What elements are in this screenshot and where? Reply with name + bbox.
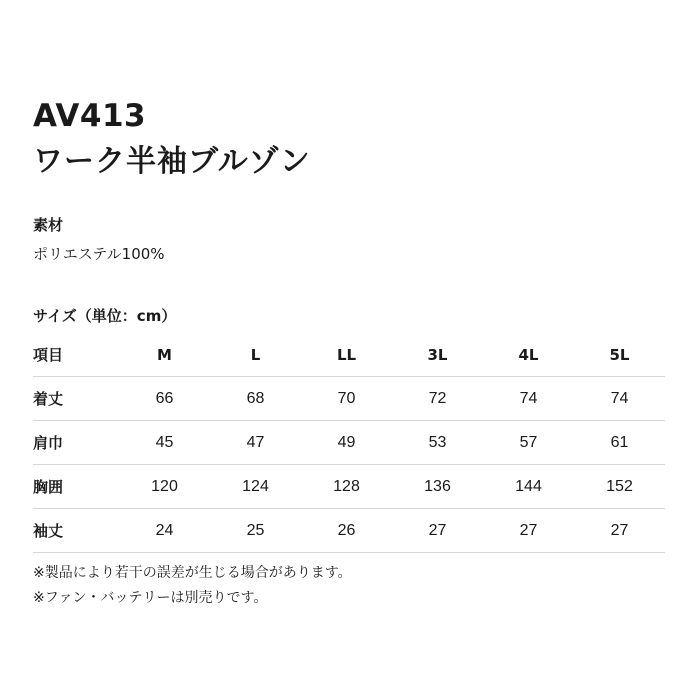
table-cell: 120 (119, 465, 210, 509)
table-cell: 47 (210, 421, 301, 465)
table-cell: 45 (119, 421, 210, 465)
table-cell: 61 (574, 421, 665, 465)
row-label-length: 着丈 (33, 377, 119, 421)
size-chart-header-row (33, 333, 665, 377)
table-cell: 25 (210, 509, 301, 553)
table-cell: 27 (574, 509, 665, 553)
table-cell: 49 (301, 421, 392, 465)
table-cell: 26 (301, 509, 392, 553)
table-cell: 57 (483, 421, 574, 465)
size-header-l: L (210, 333, 301, 377)
note-measurement-tolerance: ※製品により若干の誤差が生じる場合があります。 (33, 565, 352, 581)
size-chart-table (33, 333, 665, 553)
table-cell: 124 (210, 465, 301, 509)
size-header-5l: 5L (574, 333, 665, 377)
table-cell: 74 (483, 377, 574, 421)
material-heading: 素材 (33, 216, 64, 234)
size-header-ll: LL (301, 333, 392, 377)
product-model-number: AV413 (33, 98, 147, 134)
row-label-shoulder: 肩巾 (33, 421, 119, 465)
material-value: ポリエステル100% (33, 245, 165, 263)
table-row (33, 377, 665, 421)
table-cell: 136 (392, 465, 483, 509)
table-cell: 74 (574, 377, 665, 421)
notes (33, 561, 352, 611)
table-cell: 128 (301, 465, 392, 509)
table-row (33, 509, 665, 553)
row-label-chest: 胸囲 (33, 465, 119, 509)
table-cell: 66 (119, 377, 210, 421)
table-row (33, 421, 665, 465)
row-label-sleeve: 袖丈 (33, 509, 119, 553)
table-cell: 24 (119, 509, 210, 553)
table-row (33, 465, 665, 509)
table-cell: 70 (301, 377, 392, 421)
note-fan-battery-sold-separately: ※ファン・バッテリーは別売りです。 (33, 590, 268, 606)
table-cell: 152 (574, 465, 665, 509)
item-column-header: 項目 (33, 333, 119, 377)
size-header-m: M (119, 333, 210, 377)
size-chart-heading: サイズ（単位：cm） (33, 307, 177, 325)
table-cell: 144 (483, 465, 574, 509)
size-header-3l: 3L (392, 333, 483, 377)
table-cell: 27 (392, 509, 483, 553)
table-cell: 27 (483, 509, 574, 553)
size-header-4l: 4L (483, 333, 574, 377)
product-name: ワーク半袖ブルゾン (33, 144, 311, 179)
table-cell: 53 (392, 421, 483, 465)
table-cell: 68 (210, 377, 301, 421)
table-cell: 72 (392, 377, 483, 421)
